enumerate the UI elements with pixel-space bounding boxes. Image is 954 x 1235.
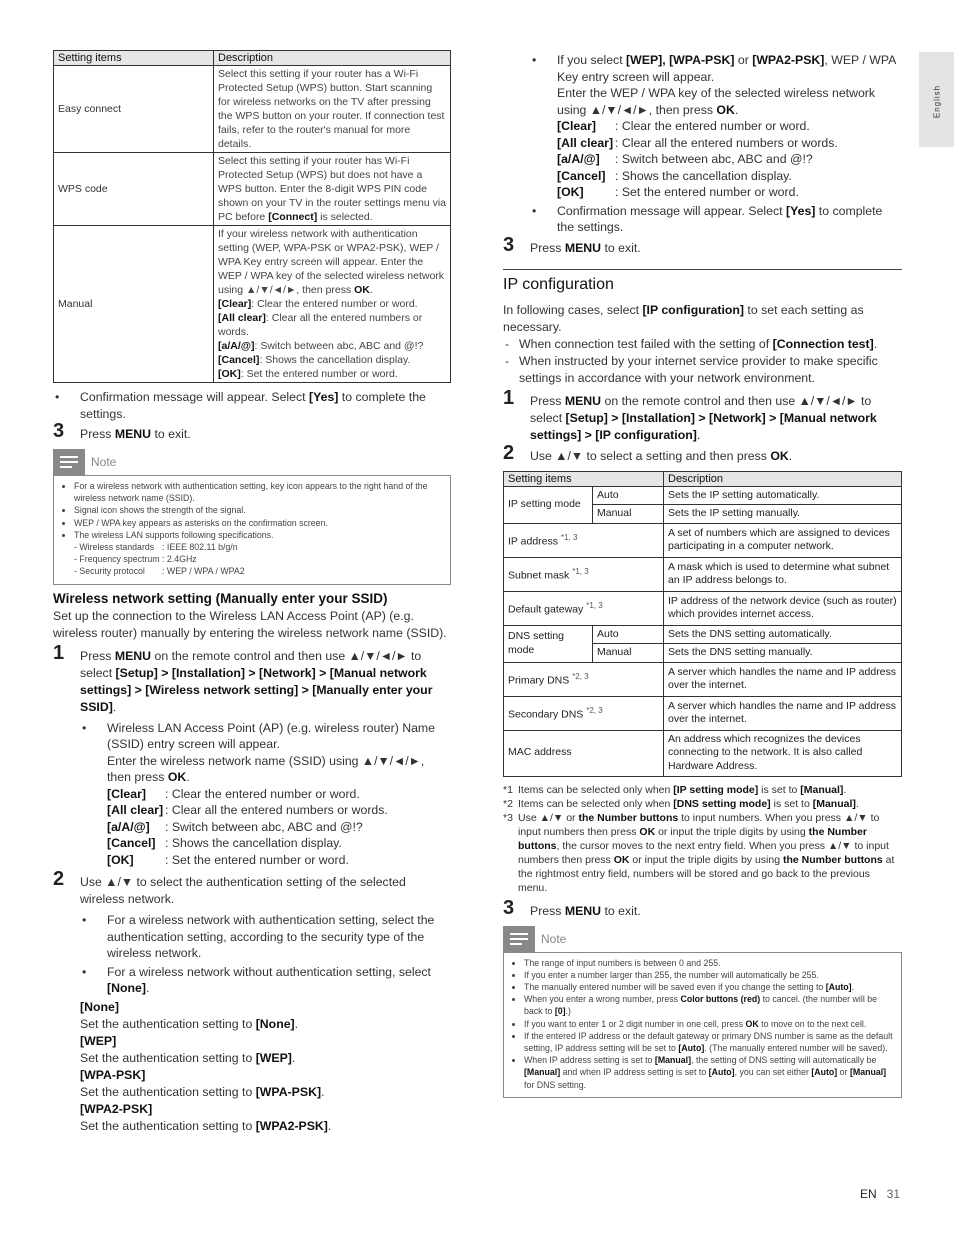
setting-subnet-mask <box>504 557 664 591</box>
setting-desc: A set of numbers which are assigned to devices participating in a computer network. <box>664 523 902 557</box>
desc-text: is selected. <box>317 211 373 223</box>
text: to exit. <box>601 240 641 255</box>
menu-label: MENU <box>564 240 602 255</box>
left-column <box>53 50 451 1135</box>
section-heading-ssid: Wireless network setting (Manually enter your SSID) <box>53 590 388 606</box>
footer-language: EN <box>859 1187 877 1201</box>
note-item: • Signal icon shows the strength of the signal. <box>74 504 444 516</box>
step-3 <box>503 233 902 257</box>
setting-primary-dns <box>504 662 664 696</box>
text: to move on to the next cell. <box>758 1018 867 1029</box>
option-label: [WEP], [WPA-PSK] <box>626 53 735 67</box>
table-row <box>504 486 902 505</box>
auth-option: [WPA2-PSK] Set the authentication setting to [WPA2-PSK]. <box>80 1101 332 1133</box>
table-row <box>504 730 902 776</box>
footnote-ref: *1, 3 <box>586 601 603 610</box>
setting-item-manual: Manual <box>54 226 214 383</box>
spec-row <box>74 541 444 553</box>
bold-text: [Manual] <box>654 1055 692 1066</box>
key-desc: : Set the entered number or word. <box>615 185 799 199</box>
step-1 <box>503 386 902 444</box>
auth-option: [None] Set the authentication setting to [None]. <box>80 999 299 1031</box>
text: on the remote control and then use ▲/▼/◄/► to select <box>530 393 872 425</box>
note-item: • For a wireless network with authentication setting, key icon appears to the right hand of the wireless network name (SSID). <box>74 480 444 504</box>
key-name: [Clear] <box>107 786 146 801</box>
step-number: 3 <box>53 420 65 442</box>
text: IP address <box>508 535 559 548</box>
desc-text: If your wireless network with authentication setting (WEP, WPA-PSK or WPA2-PSK), WEP / WPA Key entry screen will appear. Enter the WEP / WPA key of the selected wireless network using ▲/▼/◄/►, then press <box>218 228 445 296</box>
note-icon <box>53 449 85 475</box>
bold-text: OK <box>613 853 630 866</box>
spec-key: - Security protocol <box>74 566 145 577</box>
step-number: 3 <box>503 896 515 919</box>
key-ok: [OK] <box>218 368 241 380</box>
note-item <box>524 1030 895 1054</box>
text: . <box>112 699 117 714</box>
setting-default-gateway <box>504 591 664 625</box>
option-title: [WEP] <box>80 1033 117 1048</box>
key-row <box>557 184 902 201</box>
key-name: [All clear] <box>107 803 164 818</box>
bold-text: [Manual] <box>812 797 856 810</box>
text: Confirmation message will appear. Select <box>80 390 309 404</box>
text: If you select <box>557 53 627 67</box>
ok-label: OK <box>167 770 187 785</box>
note-item <box>524 1018 895 1030</box>
text: to exit. <box>601 903 641 918</box>
desc-text: Select this setting if your router has Wi-Fi Protected Setup (WPS) but does not have a WPS button. Enter the 8-digit WPS PIN code shown on your TV in the router settings menu via PC before <box>218 155 447 223</box>
spec-value: : IEEE 802.11 b/g/n <box>162 542 238 553</box>
key-cancel: [Cancel] <box>218 354 260 366</box>
option-desc: Sets the DNS setting manually. <box>664 644 902 663</box>
bold-text: [Auto] <box>825 981 852 992</box>
key-name: [a/A/@] <box>107 819 150 834</box>
text: Subnet mask <box>508 569 570 582</box>
key-desc: : Set the entered number or word. <box>165 852 349 867</box>
option-desc: Sets the IP setting automatically. <box>664 486 902 505</box>
text: Set the authentication setting to <box>80 1118 256 1133</box>
key-row <box>107 802 451 819</box>
text: , you can set either <box>734 1067 812 1078</box>
key-name: [OK] <box>107 852 134 867</box>
table-header-setting-items: Setting items <box>504 471 664 486</box>
menu-label: MENU <box>564 393 602 408</box>
table-row <box>504 662 902 696</box>
step-number: 1 <box>503 386 515 409</box>
text: to complete the settings. <box>80 390 426 421</box>
footnote-1 <box>503 783 902 797</box>
table-row <box>54 153 451 226</box>
footnote-marker: *2 <box>503 797 513 810</box>
bold-text: [Manual] <box>800 783 844 796</box>
key-name: [All clear] <box>557 135 614 150</box>
ok-label: OK <box>716 102 735 117</box>
key-row <box>557 168 902 185</box>
footnote-ref: *2, 3 <box>586 706 603 715</box>
table-header-row <box>54 51 451 66</box>
description-manual: If your wireless network with authentication setting (WEP, WPA-PSK or WPA2-PSK), WEP / WPA Key entry screen will appear. Enter the WEP / WPA key of the selected wireless network using ▲/▼/◄/►, then press OK. [Clear]: Clear the entered number or word. [All clear]: Clear all the entered numbers or words. [a/A/@]: Switch between abc, ABC and @!? [Cancel]: Shows the cancellation display. [OK]: Set the entered number or word. <box>214 226 451 383</box>
key-row <box>107 786 451 803</box>
text: Use ▲/▼ to select the authentication setting of the selected wireless network. <box>80 875 406 907</box>
auth-option: [WEP] Set the authentication setting to [WEP]. <box>80 1033 296 1065</box>
table-row <box>504 557 902 591</box>
footnote-marker: *3 <box>503 811 513 824</box>
ip-intro <box>503 302 902 336</box>
note-box <box>503 952 902 1098</box>
text: . <box>855 797 859 810</box>
step-1 <box>53 641 451 716</box>
page-number: 31 <box>886 1187 900 1201</box>
key-row <box>107 819 451 836</box>
ip-config-label: [IP configuration] <box>642 302 744 317</box>
description-wps-code <box>214 153 451 226</box>
option-auto: Auto <box>593 625 664 644</box>
key-desc: : Shows the cancellation display. <box>259 354 411 366</box>
table-header-description: Description <box>214 51 451 66</box>
footnote-ref: *1, 3 <box>572 567 589 576</box>
menu-path: [Setup] > [Installation] > [Network] > [Manual network settings] > [Wireless network setting] > [Manually enter your SSID] <box>80 665 433 714</box>
spec-row <box>74 565 444 577</box>
text: The wireless LAN supports following specifications. <box>74 529 274 540</box>
step-number: 1 <box>53 641 65 664</box>
key-switch: [a/A/@] <box>218 340 255 352</box>
text: If the entered IP address or the default gateway or primary DNS number is same as the default setting, IP address setting will be set to <box>524 1030 893 1053</box>
key-name: [Cancel] <box>107 836 156 851</box>
option-title: [WPA2-PSK] <box>80 1101 153 1116</box>
spec-value: : WEP / WPA / WPA2 <box>162 566 245 577</box>
note-item <box>524 1054 895 1091</box>
bold-text: OK <box>639 825 656 838</box>
key-desc: : Shows the cancellation display. <box>615 168 792 183</box>
key-desc: : Clear all the entered numbers or words. <box>218 312 423 338</box>
bold-text: [Manual] <box>849 1067 887 1078</box>
wep-bullet: • If you select [WEP], [WPA-PSK] or [WPA2-PSK], WEP / WPA Key entry screen will appear. Enter the WEP / WPA key of the selected wireless network using ▲/▼/◄/►, then press OK. [Clear] : Clear the entered number or word. [All clear] : Clear all the entered numbers or words. [a/A/@] : Switch between abc, ABC and @!? [Cancel] : Shows the cancellation display. [OK] : Set the entered number or word. <box>530 52 902 201</box>
text: When you enter a wrong number, press <box>524 994 681 1005</box>
key-desc: : Clear the entered number or word. <box>165 786 360 801</box>
table-row <box>504 591 902 625</box>
spec-value: : 2.4GHz <box>162 554 197 565</box>
note-item <box>74 529 444 578</box>
text: Use ▲/▼ to select a setting and then press <box>530 448 771 463</box>
setting-desc: A server which handles the name and IP address over the internet. <box>664 662 902 696</box>
text: Set the authentication setting to <box>80 1016 256 1031</box>
key-desc: : Clear all the entered numbers or words. <box>165 803 388 818</box>
table-header-description: Description <box>664 471 902 486</box>
note-box <box>53 475 451 585</box>
setting-item-easy-connect: Easy connect <box>54 66 214 153</box>
bold-text: [Manual] <box>524 1067 561 1078</box>
option-auto: Auto <box>593 486 664 505</box>
bold-text: [DNS setting mode] <box>673 797 771 810</box>
note-header <box>503 926 902 952</box>
option-manual: Manual <box>593 505 664 524</box>
bold-text: [Auto] <box>811 1067 838 1078</box>
ip-case: - When instructed by your internet service provider to make specific settings in accordance with your network environment. <box>505 353 878 385</box>
ip-settings-table <box>503 471 902 777</box>
setting-secondary-dns <box>504 696 664 730</box>
table-row <box>504 696 902 730</box>
none-label: [None] <box>107 981 146 996</box>
auth-option: [WPA-PSK] Set the authentication setting to [WPA-PSK]. <box>80 1067 325 1099</box>
text: is set to <box>758 783 801 796</box>
option-value: [WPA-PSK] <box>255 1084 322 1099</box>
menu-label: MENU <box>114 648 152 663</box>
key-name: [Cancel] <box>557 168 606 183</box>
option-value: [WEP] <box>255 1050 292 1065</box>
language-side-tab <box>919 52 954 147</box>
text: to input numbers. When you press ▲/▼ to input numbers then press <box>518 811 880 838</box>
section-divider <box>503 269 902 270</box>
text: to cancel. (the number will be back to <box>524 994 878 1017</box>
auth-bullet: • For a wireless network without authentication setting, select [None]. <box>80 964 451 997</box>
text: Press <box>80 648 115 663</box>
text: , the cursor moves to the next entry field. When you press ▲/▼ to input numbers then press <box>518 839 889 866</box>
text: to complete the settings. <box>557 203 883 234</box>
key-desc: : Shows the cancellation display. <box>165 836 342 851</box>
option-value: [None] <box>255 1016 295 1031</box>
key-all-clear: [All clear] <box>218 312 266 324</box>
text: to set each setting as necessary. <box>503 302 864 334</box>
text: Set the authentication setting to <box>80 1050 256 1065</box>
option-title: [None] <box>80 999 119 1014</box>
table-header-row <box>504 471 902 486</box>
text: at the rightmost entry field, numbers will be stored and go back to the previous menu. <box>518 853 895 894</box>
text: .) <box>565 1006 571 1017</box>
text: , WEP / WPA Key entry screen will appear. <box>557 53 896 84</box>
text: When IP address setting is set to <box>524 1055 655 1066</box>
spec-row <box>74 553 444 565</box>
text: The manually entered number will be saved even if you change the setting to <box>524 981 826 992</box>
desc-bold: [Connect] <box>268 211 318 223</box>
text: Press <box>530 240 565 255</box>
text: , the setting of DNS setting will automatically be <box>691 1055 877 1066</box>
menu-label: MENU <box>564 903 602 918</box>
text: When instructed by your internet service provider to make specific settings in accordance with your network environment. <box>519 353 878 385</box>
bold-text: the Number buttons <box>782 853 883 866</box>
text: Items can be selected only when <box>518 797 674 810</box>
setting-ip-mode: IP setting mode <box>504 486 593 523</box>
note-item <box>524 993 895 1017</box>
ssid-entry-bullet: • Wireless LAN Access Point (AP) (e.g. wireless router) Name (SSID) entry screen will appear. Enter the wireless network name (SSID) using ▲/▼/◄/►, then press OK. [Clear] : Clear the entered number or word. [All clear] : Clear all the entered numbers or words. [a/A/@] : Switch between abc, ABC and @!? [Cancel] : Shows the cancellation display. [OK] : Set the entered number or word. <box>80 720 451 869</box>
bold-text: OK <box>745 1018 759 1029</box>
text: Confirmation message will appear. Select <box>557 203 786 218</box>
bold-text: Color buttons (red) <box>680 994 761 1005</box>
note-header <box>53 449 451 475</box>
option-desc: Sets the DNS setting automatically. <box>664 625 902 644</box>
text: to exit. <box>151 427 191 441</box>
note-icon <box>503 926 535 952</box>
connection-test-label: [Connection test] <box>772 336 874 351</box>
setting-mac-address: MAC address <box>504 730 664 776</box>
page-footer <box>860 1187 900 1201</box>
step-3 <box>503 896 902 920</box>
key-desc: : Clear all the entered numbers or words. <box>615 135 838 150</box>
text: or <box>734 53 753 67</box>
footnote-ref: *1, 3 <box>560 533 578 542</box>
setting-dns-mode: DNS setting mode <box>504 625 593 662</box>
text: . (The manually entered number will be saved). <box>704 1042 888 1053</box>
key-row <box>557 135 902 152</box>
key-row <box>557 118 902 135</box>
setting-ip-address <box>504 523 664 557</box>
key-clear: [Clear] <box>218 298 252 310</box>
step-3 <box>53 420 451 443</box>
bold-text: [0] <box>554 1006 566 1017</box>
option-desc: Sets the IP setting manually. <box>664 505 902 524</box>
yes-label: [Yes] <box>785 203 816 218</box>
text: is set to <box>770 797 813 810</box>
setting-desc: A mask which is used to determine what subnet an IP address belongs to. <box>664 557 902 591</box>
text: If you want to enter 1 or 2 digit number in one cell, press <box>524 1018 746 1029</box>
text: and when IP address setting is set to <box>560 1067 709 1078</box>
bold-text: the Number buttons <box>518 825 868 852</box>
option-value: [WPA2-PSK] <box>255 1118 328 1133</box>
option-manual: Manual <box>593 644 664 663</box>
step-number: 2 <box>503 441 515 464</box>
key-name: [OK] <box>557 185 584 199</box>
text: Press <box>530 393 565 408</box>
text: Enter the wireless network name (SSID) using ▲/▼/◄/►, then press <box>107 753 425 785</box>
setting-desc: An address which recognizes the devices connecting to the network. It is also called Hardware Address. <box>664 730 902 776</box>
option-title: [WPA-PSK] <box>80 1067 146 1082</box>
section-heading-ip-configuration: IP configuration <box>503 275 614 293</box>
bold-text: [Auto] <box>708 1067 735 1078</box>
text: Enter the WEP / WPA key of the selected wireless network using ▲/▼/◄/►, then press <box>557 86 876 117</box>
auth-bullet: • For a wireless network with authentication setting, select the authentication setting, according to the security type of the wireless network. <box>80 912 451 962</box>
text: Use ▲/▼ or <box>518 811 579 824</box>
right-column <box>503 50 902 1098</box>
ssid-intro: Set up the connection to the Wireless LAN Access Point (AP) (e.g. wireless router) manually by entering the wireless network name (SSID). <box>53 608 447 640</box>
note-item: • The manually entered number will be saved even if you change the setting to [Auto]. <box>524 981 895 993</box>
footnote-marker: *1 <box>503 783 513 796</box>
note-label: Note <box>541 931 567 946</box>
description-easy-connect: Select this setting if your router has a Wi-Fi Protected Setup (WPS) button. Start scanning for wireless networks on the TV after pressing the WPS button on your router. If connection test fails, refer to the router's manual for more details. <box>214 66 451 153</box>
text: Wireless LAN Access Point (AP) (e.g. wireless router) Name (SSID) entry screen will appear. <box>107 720 436 752</box>
text: . <box>696 427 701 442</box>
table-row <box>504 625 902 644</box>
setting-desc: A server which handles the name and IP address over the internet. <box>664 696 902 730</box>
text: Secondary DNS <box>508 708 584 721</box>
key-desc: : Set the entered number or word. <box>240 368 398 380</box>
footnote-2 <box>503 797 902 811</box>
text: . <box>843 783 847 796</box>
table-row <box>54 66 451 153</box>
table-row <box>54 226 451 383</box>
footnote-3 <box>503 811 902 895</box>
text: or input the triple digits by using <box>655 825 809 838</box>
text: Press <box>80 427 115 441</box>
text: In following cases, select <box>503 302 643 317</box>
note-item: • WEP / WPA key appears as asterisks on the confirmation screen. <box>74 517 444 529</box>
text: Default gateway <box>508 603 584 616</box>
step-number: 3 <box>503 233 515 256</box>
text: for DNS setting. <box>524 1079 587 1090</box>
step-2 <box>53 868 451 908</box>
setting-desc: IP address of the network device (such as router) which provides internet access. <box>664 591 902 625</box>
yes-label: [Yes] <box>308 390 339 404</box>
text: Press <box>530 903 565 918</box>
bold-text: [IP setting mode] <box>673 783 759 796</box>
option-label: [WPA2-PSK] <box>752 53 825 67</box>
text: on the remote control and then use ▲/▼/◄/► to select <box>80 648 422 680</box>
key-row <box>557 151 902 168</box>
text: or input the triple digits by using <box>629 853 783 866</box>
spec-key: - Wireless standards <box>74 542 155 553</box>
bold-text: [Auto] <box>678 1042 705 1053</box>
key-desc: : Switch between abc, ABC and @!? <box>165 819 363 834</box>
spec-key: - Frequency spectrum <box>74 554 160 565</box>
key-row <box>107 852 451 869</box>
text: For a wireless network without authentication setting, select <box>107 964 431 979</box>
text: When connection test failed with the setting of <box>519 336 773 351</box>
confirm-bullet <box>53 389 451 422</box>
text: Set the authentication setting to <box>80 1084 256 1099</box>
confirm-bullet <box>530 203 902 236</box>
key-desc: : Switch between abc, ABC and @!? <box>615 152 813 166</box>
language-tab-label: English <box>932 84 942 119</box>
step-number: 2 <box>53 868 65 891</box>
ok-label: OK <box>770 448 789 463</box>
key-name: [Clear] <box>557 119 596 133</box>
menu-label: MENU <box>114 427 152 441</box>
setting-item-wps-code: WPS code <box>54 153 214 226</box>
note-label: Note <box>91 455 117 469</box>
key-desc: : Switch between abc, ABC and @!? <box>254 340 424 352</box>
table-header-setting-items: Setting items <box>54 51 214 66</box>
key-name: [a/A/@] <box>557 152 600 166</box>
bold-text: the Number buttons <box>578 811 679 824</box>
menu-path: [Setup] > [Installation] > [Network] > [Manual network settings] > [IP configuration] <box>530 410 877 442</box>
desc-bold: OK <box>354 284 370 296</box>
text: Items can be selected only when <box>518 783 674 796</box>
text: or <box>837 1067 850 1078</box>
wireless-settings-table <box>53 50 451 383</box>
footnote-ref: *2, 3 <box>572 672 589 681</box>
footnotes <box>503 783 902 895</box>
ip-case: - When connection test failed with the setting of [Connection test]. <box>505 336 878 351</box>
note-item: • The range of input numbers is between 0 and 255. <box>524 957 895 969</box>
auth-options <box>53 999 451 1135</box>
key-row <box>107 835 451 852</box>
key-desc: : Clear the entered number or word. <box>615 119 810 133</box>
step-2: 2 Use ▲/▼ to select a setting and then press OK. <box>503 441 793 464</box>
text: Primary DNS <box>508 674 570 687</box>
note-item: • If you enter a number larger than 255, the number will automatically be 255. <box>524 969 895 981</box>
key-desc: : Clear the entered number or word. <box>251 298 418 310</box>
table-row <box>504 523 902 557</box>
